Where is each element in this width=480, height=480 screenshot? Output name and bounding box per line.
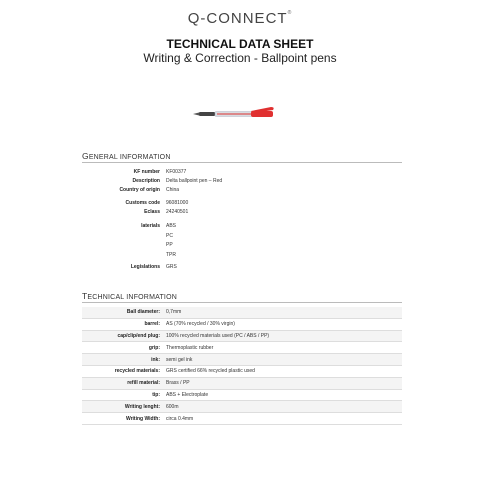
country-row: Country of origin China [119, 187, 180, 193]
table-row: grip: Thermoplastic rubber [82, 342, 402, 354]
logo-text: Q-CONNECT [187, 10, 288, 27]
pen-tip [193, 113, 199, 116]
customs-code-row: Customs code 96081000 [125, 200, 189, 206]
kf-number-row: KF number KF00377 [133, 169, 187, 175]
technical-info-table [82, 307, 402, 425]
legislations-row: Legislations GRS [130, 264, 177, 270]
eclass-row: Eclass 24240501 [144, 209, 189, 215]
table-row: Ball diameter: 0,7mm [82, 307, 402, 319]
brand-logo [0, 10, 480, 27]
table-row: tip: ABS + Electroplate [82, 390, 402, 402]
pen-refill [217, 113, 251, 114]
general-info-heading: GENERAL INFORMATION [82, 151, 402, 163]
technical-info-heading: TECHNICAL INFORMATION [82, 291, 402, 303]
table-row: recycled materials: GRS certified 66% recycled plastic used [82, 366, 402, 378]
table-row: ink: semi gel ink [82, 354, 402, 366]
pen-grip [199, 112, 215, 116]
table-row: refill material: Brass / PP [82, 378, 402, 390]
page-subtitle: Writing & Correction - Ballpoint pens [143, 51, 337, 65]
table-row: Writing Width: circa 0.4mm [82, 413, 402, 425]
logo-mark: ® [287, 10, 293, 16]
pen-product-image [191, 99, 277, 129]
pen-plunger [251, 111, 273, 117]
materials-row: laterials ABS PC PP TPR [141, 223, 177, 258]
table-row: Writing lenght: 600m [82, 401, 402, 413]
table-row: cap/clip/end plug: 100% recycled materials used (PC / ABS / PP) [82, 331, 402, 343]
table-row: barrel: AS (70% recycled / 30% virgin) [82, 319, 402, 331]
page-title: TECHNICAL DATA SHEET [166, 37, 314, 51]
description-row: Description Delta ballpoint pen – Red [132, 178, 223, 184]
general-info-table [82, 168, 402, 272]
